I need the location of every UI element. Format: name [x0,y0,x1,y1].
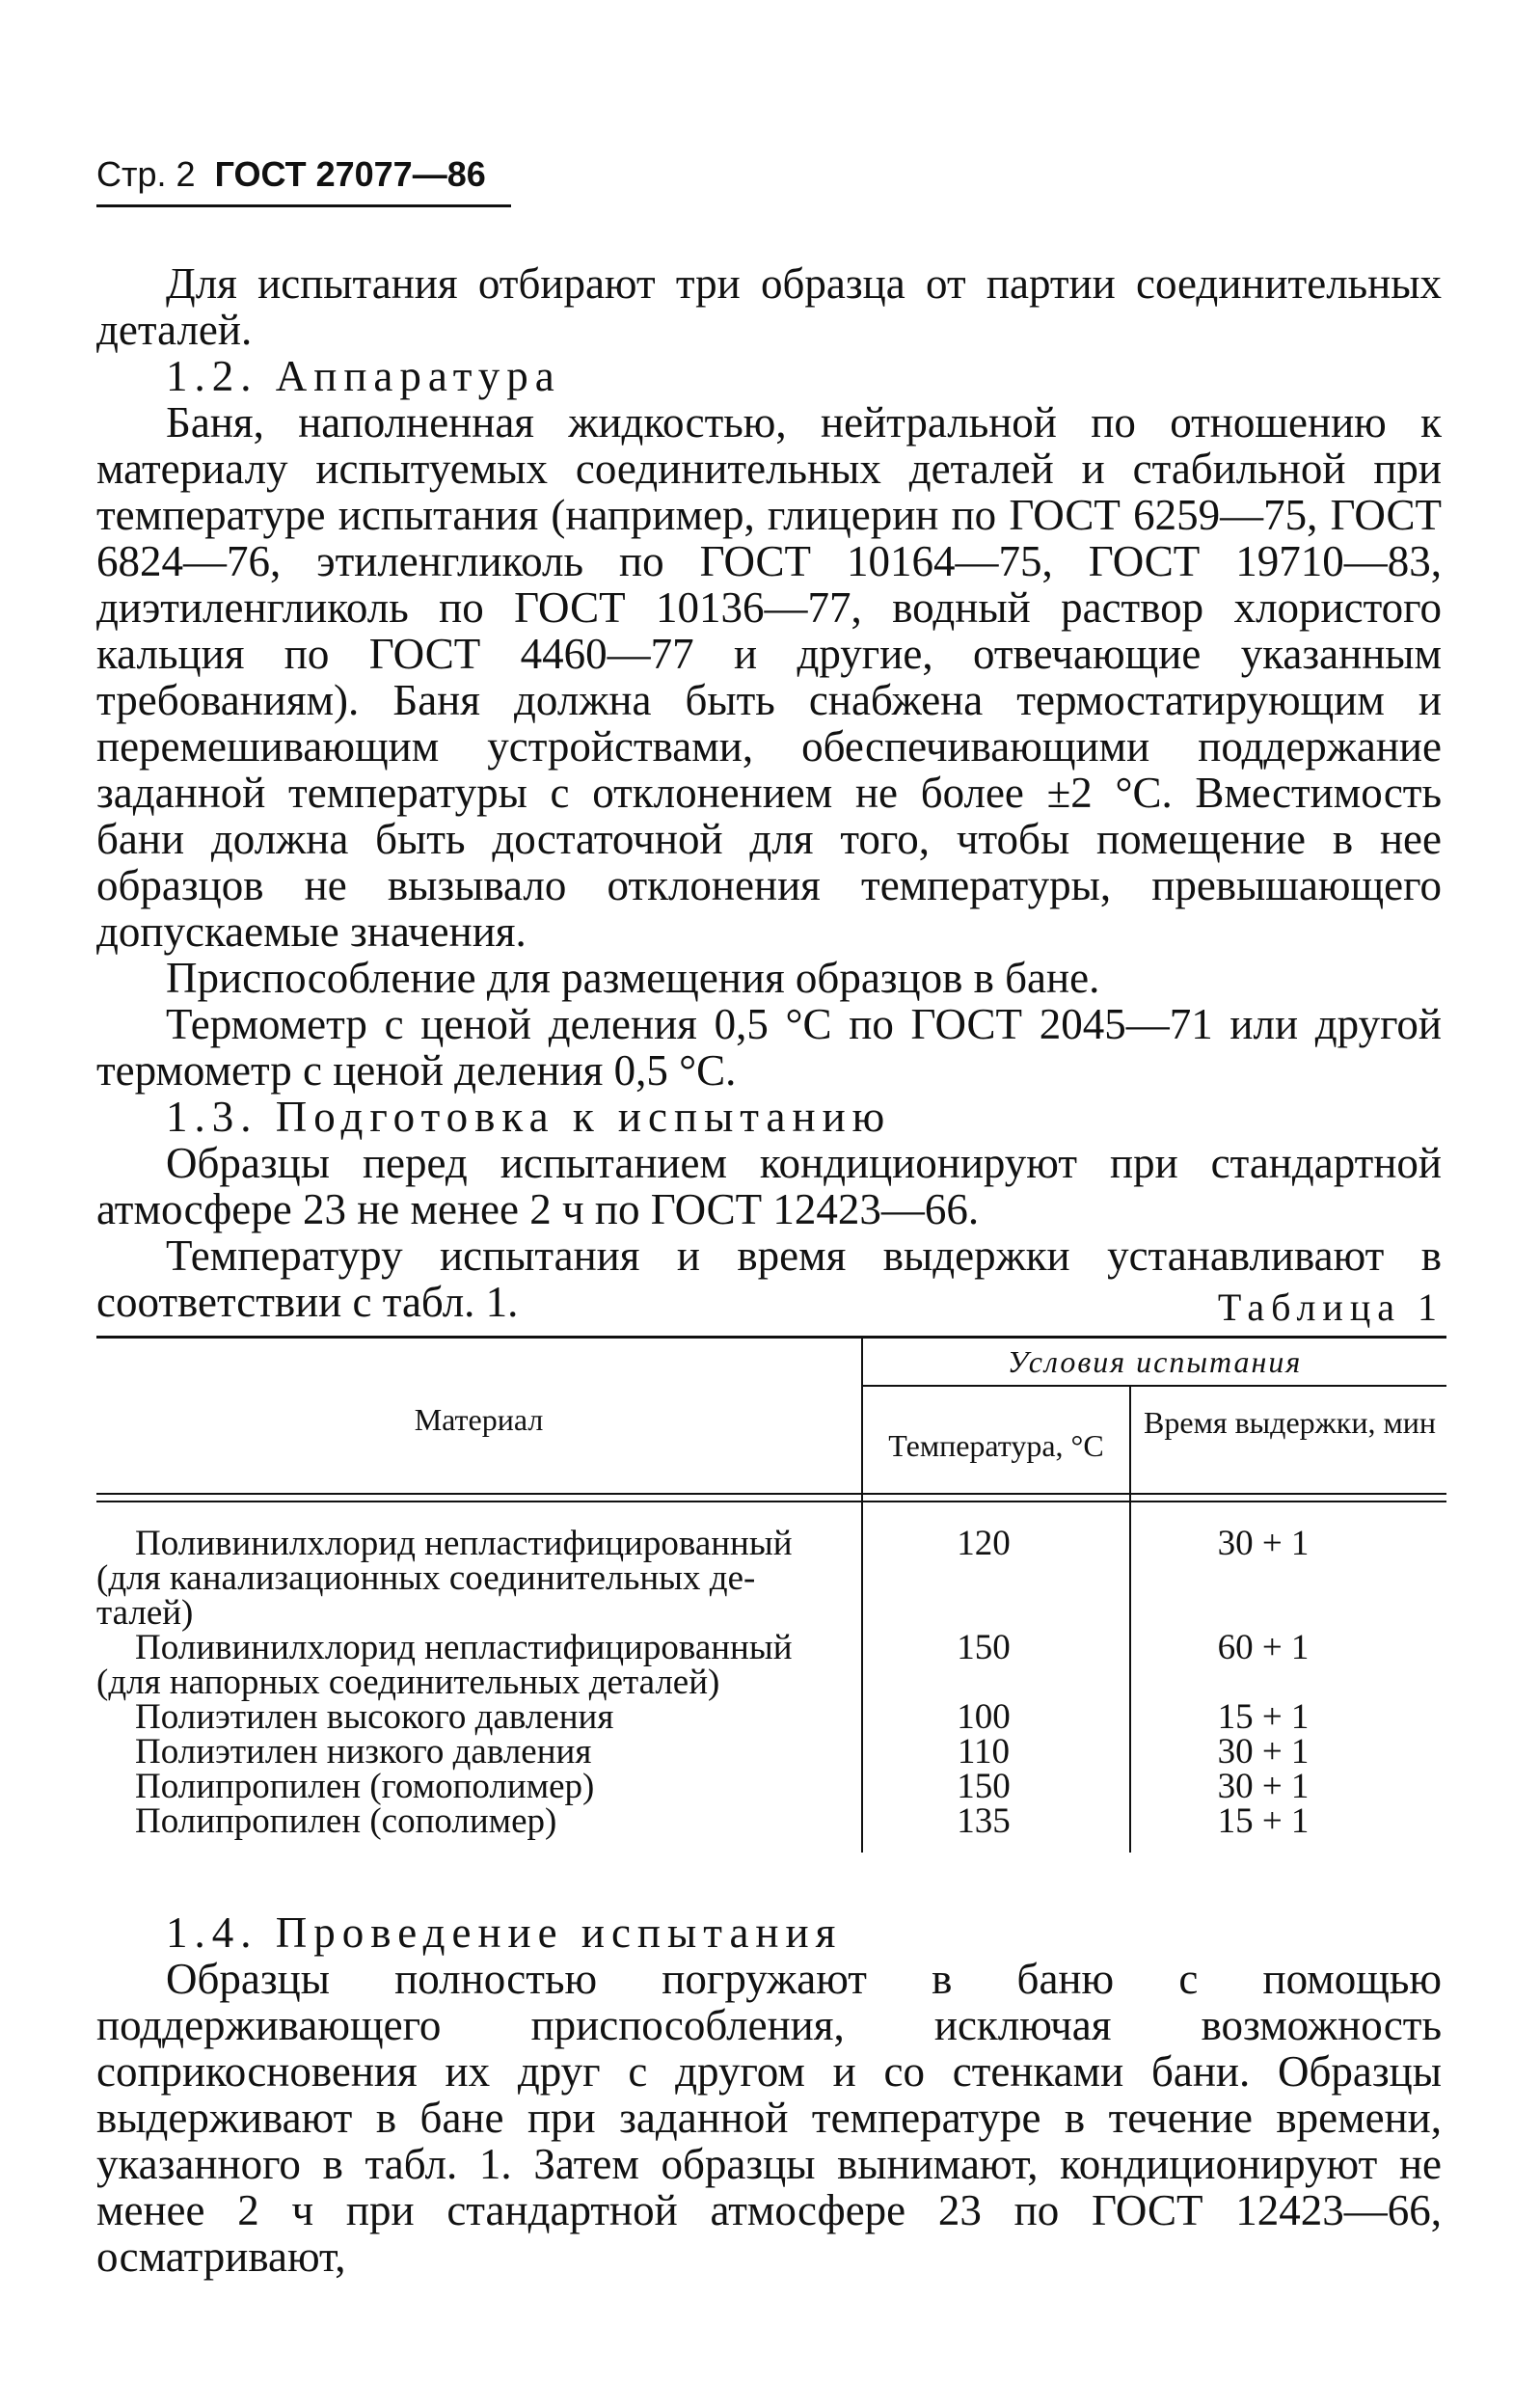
paragraph-conditioning: Образцы перед испытанием кондиционируют при стандартной атмосфере 23 не менее 2 ч по ГОСТ 12423—66. [96,1139,1442,1233]
section-heading-apparatus: 1.2. Аппаратура [166,352,561,400]
section-heading-procedure: 1.4. Проведение испытания [166,1908,843,1957]
paragraph-samples: Для испытания отбирают три образца от партии соединительных деталей. [96,259,1442,354]
table-cell-time: 60 + 1 [1217,1628,1310,1667]
material-line: (для напорных соединительных деталей) [96,1663,720,1702]
body-text-bottom [96,1909,1442,2280]
header-rule [96,204,511,207]
table-cell-material [96,1628,822,1702]
paragraph-fixture: Приспособление для размещения образцов в бане. [166,954,1100,1002]
paragraph-procedure: Образцы полностью погружают в баню с помощью поддерживающего приспособления, исключая возможность соприкосновения их друг с другом и со стенками бани. Образцы выдерживают в бане при заданной температуре в течение времени, указанного в табл. 1. Затем образцы вынимают, кондиционируют не менее 2 ч при стандартной атмосфере 23 по ГОСТ 12423—66, осматривают, [96,1955,1442,2281]
table-cell-time: 30 + 1 [1217,1524,1310,1563]
table-cell-temperature: 110 [957,1732,1011,1772]
table-cell-temperature: 135 [957,1801,1011,1841]
paragraph-thermometer: Термометр с ценой деления 0,5 °С по ГОСТ 2045—71 или другой термометр с ценой деления 0,5 °С. [96,1000,1442,1095]
paragraph-bath: Баня, наполненная жидкостью, нейтральной по отношению к материалу испытуемых соединительных деталей и стабильной при температуре испытания (например, глицерин по ГОСТ 6259—75, ГОСТ 6824—76, этиленгликоль по ГОСТ 10164—75, ГОСТ 19710—83, диэтиленгликоль по ГОСТ 10136—77, водный раствор хлористого кальция по ГОСТ 4460—77 и другие, отвечающие указанным требованиям). Баня должна быть снабжена термостатирующим и перемешивающим устройствами, обеспечивающими поддержание заданной температуры с отклонением не более ±2 °С. Вместимость бани должна быть достаточной для того, чтобы помещение в нее образцов не вызывало отклонения температуры, превышающего допускаемые значения. [96,398,1442,956]
material-line: (для канализационных соединительных де- [96,1558,756,1598]
table-cell-material [96,1732,822,1772]
table-cell-time: 15 + 1 [1217,1697,1310,1737]
table-cell-material [96,1801,822,1841]
table-header-conditions: Условия испытания [1007,1344,1303,1379]
page-header [96,154,486,195]
table-cell-temperature: 150 [957,1628,1011,1667]
table-cell-time: 30 + 1 [1217,1732,1310,1772]
table-cell-temperature: 100 [957,1697,1011,1737]
material-line: Полиэтилен низкого давления [135,1732,592,1772]
material-line: Полиэтилен высокого давления [135,1697,614,1737]
material-line: Поливинилхлорид непластифицированный [135,1524,793,1563]
table-header-rule-upper [96,1493,1446,1495]
body-text-top [96,260,1442,1325]
table-header-material: Материал [414,1402,544,1437]
material-line: Полипропилен (гомополимер) [135,1767,595,1806]
table-cell-time: 30 + 1 [1217,1767,1310,1806]
material-line: Полипропилен (сополимер) [135,1801,557,1841]
page-label: Стр. 2 [96,154,196,194]
table-cell-material [96,1767,822,1806]
table-top-rule [96,1336,1446,1339]
table-cell-material [96,1524,822,1633]
table-conditions-rule [861,1385,1446,1387]
table-cell-temperature: 120 [957,1524,1011,1563]
material-line: Поливинилхлорид непластифицированный [135,1628,793,1667]
table-cell-material [96,1697,822,1737]
paragraph-temperature-time: Температуру испытания и время выдержки устанавливают в соответствии с табл. 1. [96,1231,1442,1326]
standard-code: ГОСТ 27077—86 [214,154,486,194]
material-line: талей) [96,1593,194,1633]
table-caption: Таблица 1 [1217,1285,1444,1329]
table-cell-time: 15 + 1 [1217,1801,1310,1841]
table-cell-temperature: 150 [957,1767,1011,1806]
section-heading-preparation: 1.3. Подготовка к испытанию [166,1093,892,1141]
table-header-temperature: Температура, °С [888,1428,1104,1463]
table-header-time: Время выдержки, мин [1144,1405,1436,1440]
table-header-rule-lower [96,1501,1446,1502]
table-divider-conditions [1129,1387,1131,1853]
